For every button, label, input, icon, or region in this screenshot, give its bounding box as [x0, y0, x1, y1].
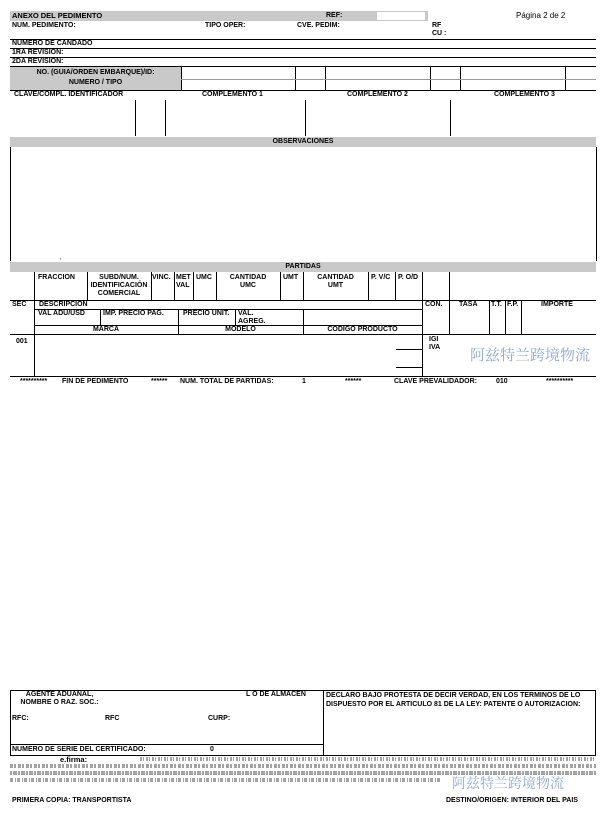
descripcion-label: DESCRIPCION	[39, 301, 88, 308]
num-total-value: 1	[302, 378, 306, 385]
rfc-agente-label: RFC:	[12, 715, 29, 722]
importe-label: IMPORTE	[541, 301, 573, 308]
num-serie-value: 0	[210, 746, 214, 753]
page-title: ANEXO DEL PEDIMENTO	[12, 11, 103, 20]
efirma-label: e.firma:	[60, 755, 88, 764]
codigo-label: CODIGO PRODUCTO	[327, 326, 398, 333]
fin-stars-left: **********	[20, 378, 48, 385]
efirma-signature-string	[140, 757, 595, 761]
curp-label: CURP:	[208, 715, 231, 722]
con-label: CON.	[425, 301, 443, 308]
legal-fine-print-1	[10, 764, 596, 768]
vinc-label: VINC.	[152, 274, 171, 281]
precio-unit-label: PRECIO UNIT.	[183, 310, 230, 317]
fin-stars-a: ******	[151, 378, 168, 385]
almacen-label: L O DE ALMACEN	[246, 691, 306, 698]
marca-label: MARCA	[92, 326, 120, 333]
ref-label: REF:	[326, 12, 343, 19]
primera-copia-label: PRIMERA COPIA: TRANSPORTISTA	[12, 797, 132, 804]
complemento3-label: COMPLEMENTO 3	[494, 91, 555, 98]
partidas-title: PARTIDAS	[285, 263, 321, 270]
agente-label: AGENTE ADUANAL, NOMBRE O RAZ. SOC.:	[20, 691, 99, 706]
fp-label: F.P.	[507, 301, 519, 308]
tipo-oper-label: TIPO OPER:	[205, 22, 246, 29]
modelo-label: MODELO	[225, 326, 256, 333]
umt-label: UMT	[283, 274, 299, 281]
igi-label: IGI	[429, 336, 439, 343]
iva-label: IVA	[429, 344, 441, 351]
rfc-label: RF CU :	[432, 22, 447, 37]
segunda-revision-label: 2DA REVISION:	[12, 58, 64, 65]
num-total-label: NUM. TOTAL DE PARTIDAS:	[180, 378, 274, 385]
tasa-label: TASA	[459, 301, 478, 308]
page-number: Página 2 de 2	[516, 11, 566, 20]
ref-value-box	[377, 12, 425, 20]
cve-pedim-label: CVE. PEDIM:	[297, 22, 340, 29]
complemento1-label: COMPLEMENTO 1	[202, 91, 263, 98]
observaciones-title: OBSERVACIONES	[272, 138, 334, 145]
primera-revision-label: 1RA REVISION:	[12, 49, 64, 56]
declaro-text: DECLARO BAJO PROTESTA DE DECIR VERDAD, EN LOS TERMINOS DE LO DISPUESTO POR EL ARTICULO 81 DE LA LEY: PATENTE O AUTORIZACION:	[326, 692, 581, 708]
legal-fine-print-3	[10, 778, 440, 782]
fin-stars-right: **********	[546, 378, 574, 385]
clave-prev-value: 010	[496, 378, 508, 385]
cantidad-umc-label: CANTIDAD UMC	[229, 274, 267, 289]
watermark: 阿兹特兰跨境物流	[469, 347, 590, 364]
subd-label: SUBD/NUM. IDENTIFICACIÓN COMERCIAL	[90, 274, 148, 297]
rfc-label-2: RFC	[105, 715, 120, 722]
pvc-label: P. V/C	[371, 274, 391, 281]
val-agreg-label: VAL. AGREG.	[238, 310, 266, 325]
pod-label: P. O/D	[398, 274, 419, 281]
tt-label: T.T.	[491, 301, 502, 308]
num-pedimento-label: NUM. PEDIMENTO:	[12, 22, 76, 29]
umc-label: UMC	[196, 274, 212, 281]
fin-label: FIN DE PEDIMENTO	[62, 378, 129, 385]
imp-precio-label: IMP. PRECIO PAG.	[103, 310, 164, 317]
destino-label: DESTINO/ORIGEN: INTERIOR DEL PAIS	[446, 797, 578, 804]
row-sec-value: 001	[16, 338, 28, 345]
clave-identificador-label: CLAVE/COMPL. IDENTIFICADOR	[14, 91, 124, 98]
watermark-bottom: 阿兹特兰跨境物流	[452, 775, 564, 791]
guia-label-1: NO. (GUIA/ORDEN EMBARQUE)/ID:	[36, 69, 155, 76]
val-adu-label: VAL ADU/USD	[38, 310, 85, 317]
fin-stars-b: ******	[345, 378, 362, 385]
num-serie-label: NUMERO DE SERIE DEL CERTIFICADO:	[12, 746, 146, 753]
cantidad-umt-label: CANTIDAD UMT	[317, 274, 354, 289]
clave-prev-label: CLAVE PREVALIDADOR:	[394, 378, 477, 385]
fraccion-label: FRACCION	[38, 274, 75, 281]
guia-label-2: NUMERO / TIPO	[68, 79, 123, 86]
numero-candado-label: NUMERO DE CANDADO	[12, 40, 93, 47]
sec-label: SEC	[12, 301, 27, 308]
met-val-label: MET VAL	[176, 274, 191, 289]
complemento2-label: COMPLEMENTO 2	[347, 91, 408, 98]
observaciones-mark: ,	[60, 255, 62, 261]
